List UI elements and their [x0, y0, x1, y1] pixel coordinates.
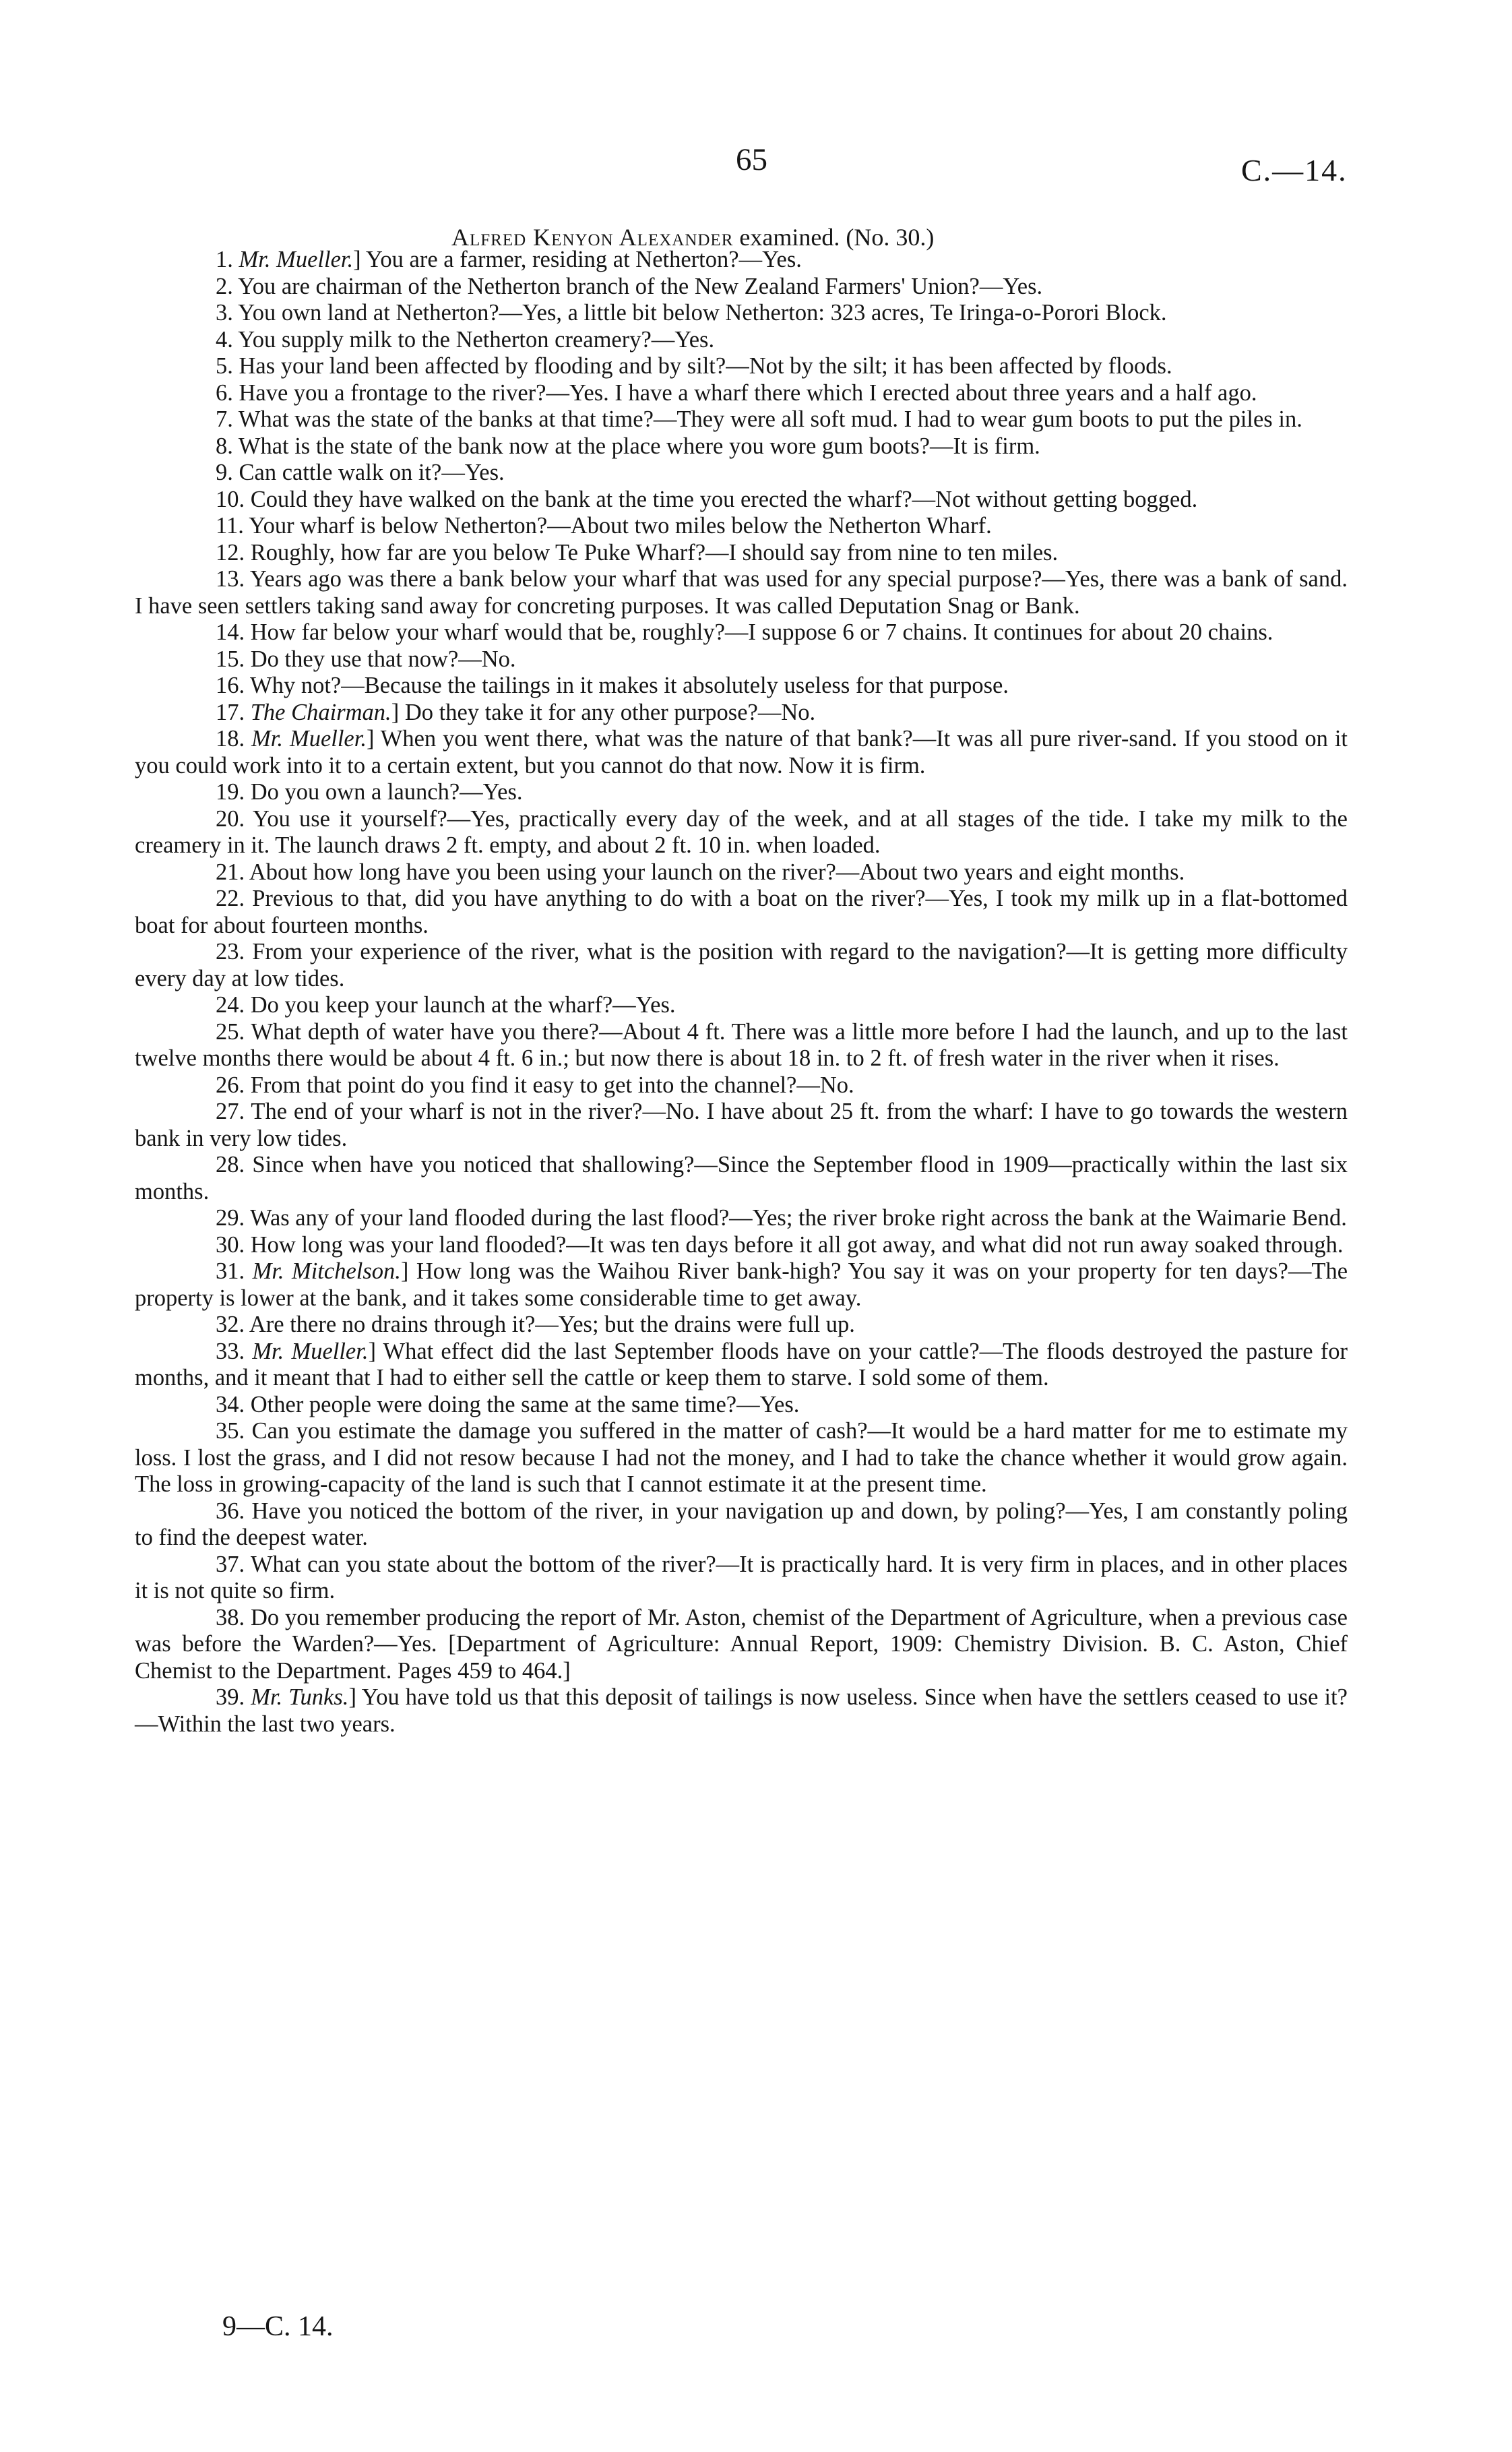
- testimony-paragraph: [135, 513, 1348, 540]
- question-number: 20.: [216, 805, 245, 832]
- document-reference: C.—14.: [1241, 153, 1348, 187]
- testimony-paragraph: [135, 300, 1348, 327]
- question-answer-text: You own land at Netherton?—Yes, a little bit below Netherton: 323 acres, Te Iringa-o-Porori Block.: [238, 300, 1167, 326]
- question-answer-text: How long was your land flooded?—It was ten days before it all got away, and what did not run away soaked through.: [250, 1231, 1344, 1258]
- question-number: 13.: [216, 566, 245, 592]
- question-number: 10.: [216, 486, 245, 512]
- testimony-paragraph: [135, 779, 1348, 806]
- testimony-paragraph: [135, 274, 1348, 301]
- question-answer-text: Since when have you noticed that shallowing?—Since the September flood in 1909—practically within the last six months.: [135, 1152, 1348, 1204]
- witness-name: Alfred Kenyon Alexander: [451, 224, 734, 251]
- question-answer-text: Can cattle walk on it?—Yes.: [239, 460, 505, 485]
- question-number: 26.: [216, 1072, 245, 1098]
- question-number: 14.: [216, 619, 245, 645]
- question-answer-text: What effect did the last September floods have on your cattle?—The floods destroyed the pasture for months, and it meant that I had to either sell the cattle or keep them to starve. I sold some of them.: [135, 1338, 1348, 1390]
- question-number: 1.: [216, 247, 233, 272]
- testimony-paragraph: [135, 1552, 1348, 1605]
- question-number: 23.: [216, 939, 245, 964]
- testimony-paragraph: [135, 460, 1348, 487]
- question-number: 4.: [216, 326, 233, 353]
- testimony-paragraph: [135, 566, 1348, 619]
- question-number: 7.: [216, 406, 233, 432]
- question-answer-text: The end of your wharf is not in the river?—No. I have about 25 ft. from the wharf: I have to go towards the western bank in very low tides.: [135, 1099, 1348, 1151]
- testimony-paragraph: [135, 487, 1348, 514]
- question-number: 16.: [216, 673, 245, 698]
- question-number: 29.: [216, 1205, 245, 1231]
- question-answer-text: What depth of water have you there?—About 4 ft. There was a little more before I had the launch, and up to the last twelve months there would be about 4 ft. 6 in.; but now there is about 18 in. to 2 ft. of fresh water in the river when it rises.: [135, 1018, 1348, 1071]
- testimony-paragraph: 31. Mr. Mitchelson.] How long was the Waihou River bank-high? You say it was on your property for ten days?—The property is lower at the bank, and it takes some considerable time to get away.: [135, 1258, 1348, 1311]
- testimony-paragraph: [135, 1312, 1348, 1339]
- testimony-paragraph: [135, 1152, 1348, 1205]
- testimony-paragraph: 33. Mr. Mueller.] What effect did the last September floods have on your cattle?—The floods destroyed the pasture for months, and it meant that I had to either sell the cattle or keep them to starve. I sold some of them.: [135, 1338, 1348, 1390]
- question-answer-text: Do you own a launch?—Yes.: [250, 779, 523, 805]
- question-answer-text: Previous to that, did you have anything to do with a boat on the river?—Yes, I took my milk up in a flat-bottomed boat for about fourteen months.: [135, 886, 1348, 938]
- question-answer-text: Why not?—Because the tailings in it makes it absolutely useless for that purpose.: [250, 673, 1009, 698]
- question-answer-text: Has your land been affected by flooding and by silt?—Not by the silt; it has been affected by floods.: [239, 353, 1172, 379]
- question-number: 8.: [216, 433, 233, 459]
- question-answer-text: Can you estimate the damage you suffered in the matter of cash?—It would be a hard matter for me to estimate my loss. I lost the grass, and I did not resow because I had not the money, and I had to take the chance whether it would grow again. The loss in growing-capacity of the land is such that I cannot estimate it at the present time.: [135, 1418, 1348, 1497]
- signature-mark: 9—C. 14.: [222, 2311, 334, 2342]
- page-number: 65: [736, 142, 767, 177]
- question-number: 33.: [216, 1338, 245, 1364]
- testimony-paragraph: [135, 1019, 1348, 1072]
- question-answer-text: Have you noticed the bottom of the river, in your navigation up and down, by poling?—Yes, I am constantly poling to find the deepest water.: [135, 1498, 1348, 1550]
- question-answer-text: Other people were doing the same at the same time?—Yes.: [250, 1391, 800, 1417]
- question-number: 5.: [216, 353, 233, 379]
- question-number: 15.: [216, 646, 245, 672]
- speaker-name: Mr. Mueller.: [239, 247, 354, 272]
- testimony-paragraph: [135, 353, 1348, 380]
- testimony-paragraph: [135, 939, 1348, 992]
- witness-heading-suffix: examined.: [739, 224, 840, 251]
- question-answer-text: How far below your wharf would that be, roughly?—I suppose 6 or 7 chains. It continues for about 20 chains.: [250, 619, 1273, 645]
- testimony-paragraph: [135, 1498, 1348, 1552]
- question-number: 21.: [216, 859, 245, 885]
- question-number: 35.: [216, 1418, 245, 1444]
- testimony-paragraph: 17. The Chairman.] Do they take it for any other purpose?—No.: [216, 699, 816, 725]
- question-number: 18.: [216, 726, 245, 752]
- testimony-paragraph: [135, 1392, 1348, 1419]
- question-number: 36.: [216, 1498, 245, 1524]
- question-number: 39.: [216, 1684, 245, 1710]
- question-number: 9.: [216, 460, 233, 485]
- question-answer-text: Could they have walked on the bank at the time you erected the wharf?—Not without getting bogged.: [250, 486, 1198, 512]
- speaker-name: Mr. Mueller.: [251, 726, 367, 752]
- question-answer-text: How long was the Waihou River bank-high? You say it was on your property for ten days?—The property is lower at the bank, and it takes some considerable time to get away.: [135, 1258, 1348, 1311]
- question-answer-text: You have told us that this deposit of tailings is now useless. Since when have the settlers ceased to use it?—Within the last two years.: [135, 1684, 1348, 1737]
- speaker-name: Mr. Mueller.: [252, 1338, 369, 1364]
- testimony-body: [135, 247, 1348, 1738]
- question-number: 34.: [216, 1391, 245, 1417]
- question-number: 19.: [216, 779, 245, 805]
- question-number: 28.: [216, 1152, 245, 1177]
- testimony-paragraph: [135, 859, 1348, 886]
- testimony-paragraph: 18. Mr. Mueller.] When you went there, what was the nature of that bank?—It was all pure river-sand. If you stood on it you could work into it to a certain extent, but you cannot do that now. Now it is firm.: [135, 726, 1348, 778]
- speaker-name: The Chairman.: [250, 699, 391, 725]
- question-answer-text: When you went there, what was the nature of that bank?—It was all pure river-sand. If you stood on it you could work into it to a certain extent, but you cannot do that now. Now it is firm.: [135, 726, 1348, 778]
- question-answer-text: What was the state of the banks at that time?—They were all soft mud. I had to wear gum boots to put the piles in.: [238, 406, 1302, 432]
- question-number: 12.: [216, 539, 245, 565]
- question-answer-text: Your wharf is below Netherton?—About two miles below the Netherton Wharf.: [249, 513, 992, 539]
- question-answer-text: You are chairman of the Netherton branch of the New Zealand Farmers' Union?—Yes.: [238, 273, 1043, 299]
- testimony-paragraph: [135, 540, 1348, 567]
- question-number: 11.: [216, 513, 244, 539]
- testimony-paragraph: [135, 646, 1348, 673]
- question-answer-text: Years ago was there a bank below your wharf that was used for any special purpose?—Yes, there was a bank of sand. I have seen settlers taking sand away for concreting purposes. It was called Deputation Snag or Bank.: [135, 566, 1348, 619]
- question-answer-text: Do they use that now?—No.: [250, 646, 516, 672]
- question-answer-text: What is the state of the bank now at the place where you wore gum boots?—It is firm.: [238, 433, 1040, 459]
- question-number: 6.: [216, 379, 233, 406]
- question-answer-text: You supply milk to the Netherton creamery?—Yes.: [238, 326, 715, 353]
- question-answer-text: Do you keep your launch at the wharf?—Yes.: [250, 992, 676, 1018]
- question-answer-text: From your experience of the river, what is the position with regard to the navigation?—It is getting more difficulty every day at low tides.: [135, 939, 1348, 991]
- testimony-paragraph: [135, 1099, 1348, 1152]
- testimony-paragraph: [135, 619, 1348, 646]
- testimony-paragraph: [135, 1205, 1348, 1232]
- testimony-paragraph: [135, 1232, 1348, 1259]
- speaker-name: Mr. Tunks.: [251, 1684, 349, 1710]
- question-number: 24.: [216, 992, 245, 1018]
- question-answer-text: From that point do you find it easy to get into the channel?—No.: [250, 1072, 854, 1098]
- testimony-paragraph: [135, 406, 1348, 433]
- testimony-paragraph: [135, 380, 1348, 407]
- speaker-name: Mr. Mitchelson.: [252, 1258, 401, 1284]
- question-answer-text: Have you a frontage to the river?—Yes. I have a wharf there which I erected about three years and a half ago.: [239, 379, 1257, 406]
- testimony-paragraph: [135, 433, 1348, 460]
- question-answer-text: Do you remember producing the report of Mr. Aston, chemist of the Department of Agriculture, when a previous case was before the Warden?—Yes. [Department of Agriculture: Annual Report, 1909: Chemistry Division. B. C. Aston, Chief Chemist to the Department. Pages 459 to 464.]: [135, 1604, 1348, 1684]
- testimony-paragraph: [135, 327, 1348, 354]
- testimony-paragraph: [135, 992, 1348, 1019]
- testimony-paragraph: [135, 1605, 1348, 1685]
- question-answer-text: Roughly, how far are you below Te Puke Wharf?—I should say from nine to ten miles.: [250, 539, 1059, 565]
- question-number: 17.: [216, 699, 245, 725]
- testimony-paragraph: [135, 1072, 1348, 1099]
- testimony-paragraph: [135, 806, 1348, 859]
- question-number: 22.: [216, 886, 245, 911]
- question-number: 38.: [216, 1604, 245, 1630]
- question-answer-text: Are there no drains through it?—Yes; but the drains were full up.: [249, 1312, 855, 1337]
- testimony-paragraph: [135, 673, 1348, 700]
- testimony-paragraph: 39. Mr. Tunks.] You have told us that this deposit of tailings is now useless. Since when have the settlers ceased to use it?—Within the last two years.: [135, 1684, 1348, 1737]
- witness-number: (No. 30.): [846, 224, 935, 251]
- question-answer-text: Do they take it for any other purpose?—No.: [404, 699, 816, 725]
- question-answer-text: About how long have you been using your launch on the river?—About two years and eight months.: [249, 859, 1185, 885]
- question-number: 2.: [216, 273, 233, 299]
- question-number: 30.: [216, 1231, 245, 1258]
- question-number: 25.: [216, 1018, 245, 1045]
- question-number: 31.: [216, 1258, 245, 1284]
- question-number: 37.: [216, 1551, 245, 1577]
- question-number: 3.: [216, 300, 233, 326]
- testimony-paragraph: [135, 1418, 1348, 1498]
- question-answer-text: Was any of your land flooded during the last flood?—Yes; the river broke right across the bank at the Waimarie Bend.: [250, 1205, 1347, 1231]
- question-number: 27.: [216, 1099, 245, 1124]
- testimony-paragraph: 1. Mr. Mueller.] You are a farmer, residing at Netherton?—Yes.: [216, 247, 802, 272]
- question-number: 32.: [216, 1312, 245, 1337]
- question-answer-text: What can you state about the bottom of the river?—It is practically hard. It is very firm in places, and in other places it is not quite so firm.: [135, 1551, 1348, 1603]
- testimony-paragraph: [135, 886, 1348, 939]
- question-answer-text: You are a farmer, residing at Netherton?—Yes.: [365, 247, 802, 272]
- question-answer-text: You use it yourself?—Yes, practically every day of the week, and at all stages of the tide. I take my milk to the creamery in it. The launch draws 2 ft. empty, and about 2 ft. 10 in. when loaded.: [135, 805, 1348, 858]
